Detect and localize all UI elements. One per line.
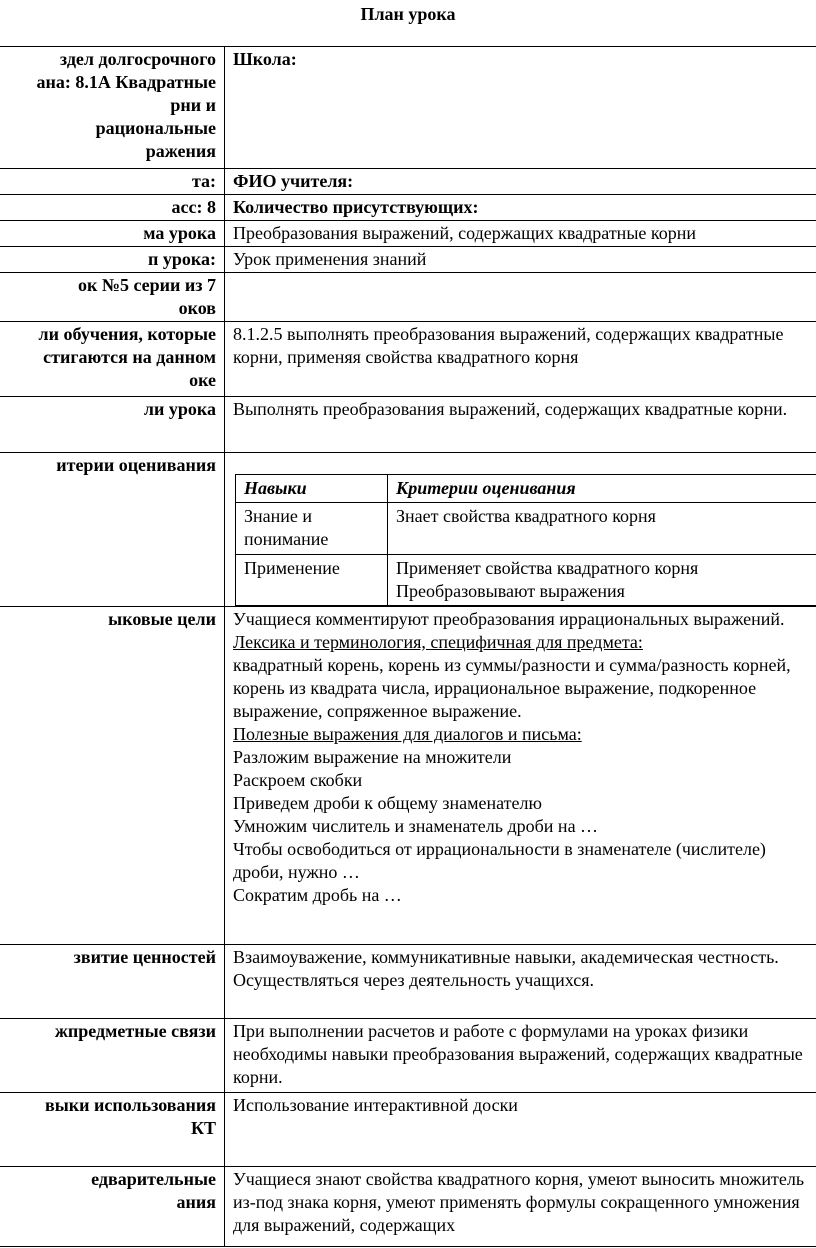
value-criteria: [225, 453, 816, 607]
criteria-skill: Применение: [236, 555, 388, 606]
row-values: [0, 945, 816, 1019]
value-school: Школа:: [225, 47, 816, 169]
phrases-heading: Полезные выражения для диалогов и письма:: [233, 724, 582, 744]
row-lesson-goals: [0, 397, 816, 453]
criteria-table: [235, 474, 816, 606]
criteria-header-skill: Навыки: [236, 475, 388, 503]
value-lesson-number: [225, 273, 816, 322]
phrase-item: Раскроем скобки: [233, 770, 363, 790]
phrase-item: Умножим числитель и знаменатель дроби на …: [233, 816, 599, 836]
row-section: [0, 47, 816, 169]
row-criteria: [0, 453, 816, 607]
row-date: [0, 169, 816, 195]
phrase-item: Сократим дробь на …: [233, 885, 402, 905]
label-class: асс: 8: [0, 195, 225, 221]
value-type: Урок применения знаний: [225, 247, 816, 273]
row-type: [0, 247, 816, 273]
page-title: План урока: [360, 4, 456, 24]
label-interdisciplinary: жпредметные связи: [0, 1019, 225, 1093]
row-topic: [0, 221, 816, 247]
label-learning-goals: ли обучения, которые стигаются на данном оке: [0, 322, 225, 397]
label-prior-knowledge: едварительные ания: [0, 1167, 225, 1247]
criteria-row: [236, 503, 816, 555]
label-section: здел долгосрочного ана: 8.1А Квадратные рни и рациональные ражения: [0, 47, 225, 169]
value-topic: Преобразования выражений, содержащих квадратные корни: [225, 221, 816, 247]
value-teacher: ФИО учителя:: [225, 169, 816, 195]
phrase-item: Разложим выражение на множители: [233, 747, 512, 767]
criteria-text: Знает свойства квадратного корня: [388, 503, 816, 555]
row-language-goals: [0, 607, 816, 945]
criteria-header-criteria: Критерии оценивания: [388, 475, 816, 503]
row-lesson-number: [0, 273, 816, 322]
label-criteria: итерии оценивания: [0, 453, 225, 607]
row-class: [0, 195, 816, 221]
value-values: Взаимоуважение, коммуникативные навыки, академическая честность. Осуществляться через деятельность учащихся.: [225, 945, 816, 1019]
value-lesson-goals: Выполнять преобразования выражений, содержащих квадратные корни.: [225, 397, 816, 453]
phrase-item: Приведем дроби к общему знаменателю: [233, 793, 542, 813]
row-interdisciplinary: [0, 1019, 816, 1093]
vocab-text: квадратный корень, корень из суммы/разности и сумма/разность корней, корень из квадрата числа, иррациональное выражение, подкоренное выражение, сопряженное выражение.: [233, 655, 791, 721]
row-ict-skills: [0, 1093, 816, 1167]
label-topic: ма урока: [0, 221, 225, 247]
criteria-text: Применяет свойства квадратного корня Преобразовывают выражения: [388, 555, 816, 606]
value-prior-knowledge: Учащиеся знают свойства квадратного корня, умеют выносить множитель из-под знака корня, умеют применять формулы сокращенного умножения для выражений, содержащих: [225, 1167, 816, 1247]
phrase-item: Чтобы освободиться от иррациональности в знаменателе (числителе) дроби, нужно …: [233, 839, 766, 882]
value-interdisciplinary: При выполнении расчетов и работе с формулами на уроках физики необходимы навыки преобразования выражений, содержащих квадратные корни.: [225, 1019, 816, 1093]
label-lesson-number: ок №5 серии из 7 оков: [0, 273, 225, 322]
row-prior-knowledge: [0, 1167, 816, 1247]
value-language-goals: [225, 607, 816, 945]
value-attendance: Количество присутствующих:: [225, 195, 816, 221]
value-learning-goals: 8.1.2.5 выполнять преобразования выражений, содержащих квадратные корни, применяя свойства квадратного корня: [225, 322, 816, 397]
language-intro: Учащиеся комментируют преобразования иррациональных выражений.: [233, 609, 785, 629]
value-ict-skills: Использование интерактивной доски: [225, 1093, 816, 1167]
label-lesson-goals: ли урока: [0, 397, 225, 453]
label-date: та:: [0, 169, 225, 195]
label-values: звитие ценностей: [0, 945, 225, 1019]
label-ict-skills: выки использования КТ: [0, 1093, 225, 1167]
label-language-goals: ыковые цели: [0, 607, 225, 945]
criteria-skill: Знание и понимание: [236, 503, 388, 555]
criteria-row: [236, 555, 816, 606]
row-learning-goals: [0, 322, 816, 397]
lesson-plan-table: [0, 46, 816, 1247]
criteria-header-row: [236, 475, 816, 503]
vocab-heading: Лексика и терминология, специфичная для предмета:: [233, 632, 643, 652]
label-type: п урока:: [0, 247, 225, 273]
